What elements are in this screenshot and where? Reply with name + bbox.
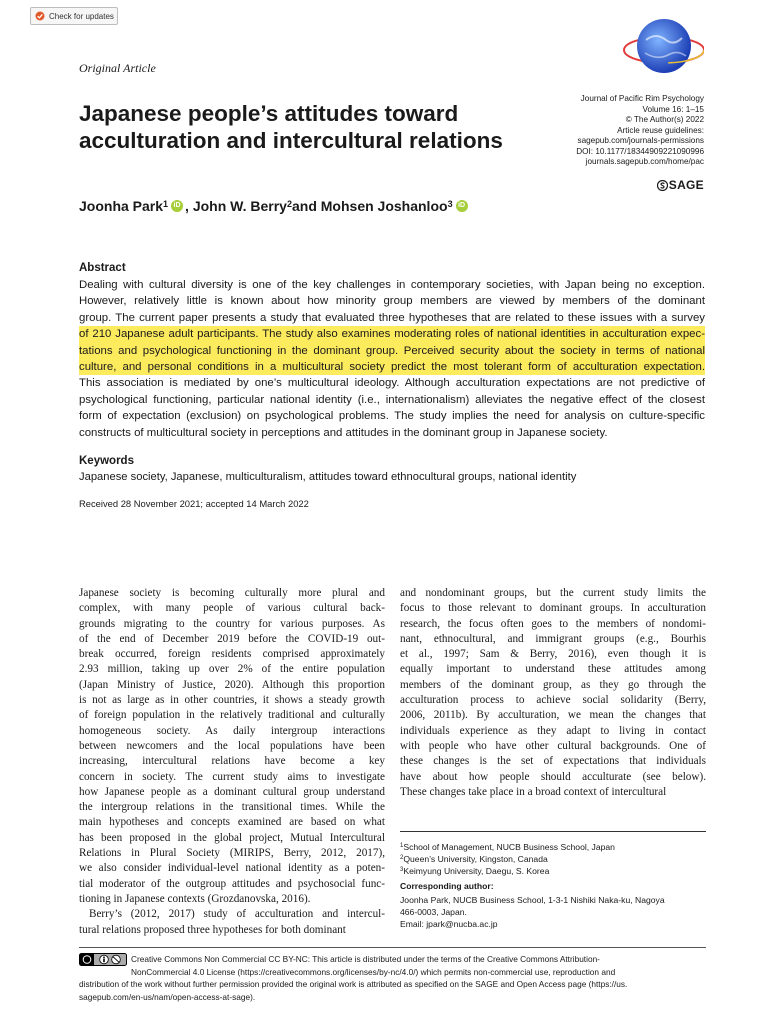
body-text-line: These changes take place in a broad context of intercultural <box>400 785 667 798</box>
abstract-line: Dealing with cultural diversity is one of the key challenges in contemporary societies, with Japan being no exception. <box>79 279 705 291</box>
body-text-line: acculturation process to achieve social solidarity (Berry, <box>400 694 706 707</box>
abstract-line-highlighted: culture, and personal conditions in a multicultural society predict the most tolerant form of acculturation expectation. <box>79 359 705 375</box>
orcid-icon[interactable]: iD <box>171 200 183 212</box>
body-text-line: has been proposed in the global project, Mutual Intercultural <box>79 831 385 844</box>
author-affiliation-marker: 3 <box>447 199 453 209</box>
corresponding-address-line: Joonha Park, NUCB Business School, 1-3-1 Nishiki Naka-ku, Nagoya <box>400 895 665 905</box>
check-updates-icon <box>35 11 45 21</box>
body-text-line: we also consider individual-level national identity as a poten- <box>79 862 385 875</box>
body-text-line: how Japanese people as a dominant cultural group understand <box>79 785 385 798</box>
affiliation-item: $^1$School of Management, NUCB Business School, Japan <box>400 842 615 852</box>
body-text-line: individuals experience as they adapt to living in contact <box>400 724 706 737</box>
body-text-line: and nondominant groups, but the current study limits the <box>400 587 706 599</box>
author-affiliation-marker: 1 <box>163 199 169 209</box>
affiliation-item: $^3$Keimyung University, Daegu, S. Korea <box>400 866 550 877</box>
body-text-line: complex, with many people of various cultural back- <box>79 602 385 615</box>
footnote-divider <box>400 831 706 832</box>
body-text-line: Relations in Plural Society (MIRIPS, Berry, 2012, 2017), <box>79 847 385 860</box>
permissions-link[interactable]: sagepub.com/journals-permissions <box>577 136 704 145</box>
journal-name: Journal of Pacific Rim Psychology <box>580 94 704 103</box>
abstract-line: group. The current paper presents a study that evaluated three hypotheses that are related to these issues with a survey <box>79 311 705 324</box>
body-text-line: the intergroup relations in the transitional times. While the <box>79 801 385 814</box>
affiliation-item: $^2$Queen’s University, Kingston, Canada <box>400 854 548 865</box>
body-text-line: tural relations proposed three hypotheses for both dominant <box>79 923 346 936</box>
keywords-text: Japanese society, Japanese, multiculturalism, attitudes toward ethnocultural groups, national identity <box>79 471 577 483</box>
sage-icon <box>657 180 668 191</box>
reuse-guidelines-label: Article reuse guidelines: <box>617 125 704 135</box>
check-for-updates-button[interactable] <box>30 7 118 25</box>
abstract-line: However, relatively little is known about how minority group members are viewed by members of the dominant <box>79 295 705 308</box>
body-text-line: between newcomers and the local populations have been <box>79 739 385 752</box>
body-text-line: research, the focus often goes to the members of nondomi- <box>400 617 706 630</box>
license-notice <box>79 953 706 1003</box>
author-separator: , <box>185 198 189 214</box>
abstract-heading: Abstract <box>79 262 126 274</box>
body-text-line: nant, ethnocultural, and immigrant groups (e.g., Bourhis <box>400 632 706 645</box>
abstract-text <box>79 277 705 441</box>
body-text-line: Berry’s (2012, 2017) study of acculturation and intercul- <box>89 908 385 921</box>
cc-by-nc-badge-icon[interactable] <box>79 953 127 966</box>
title-line: Japanese people’s attitudes toward <box>79 101 459 126</box>
corresponding-author-details <box>400 894 706 931</box>
body-text-line: tioning in Japanese contexts (Grozdanovska, 2016). <box>79 892 311 905</box>
body-text-line: these changes is the set of expectations that individuals <box>400 755 706 768</box>
journal-home-link[interactable]: journals.sagepub.com/home/pac <box>585 157 704 166</box>
received-accepted-dates: Received 28 November 2021; accepted 14 March 2022 <box>79 498 309 509</box>
body-text-line: of the end of December 2019 before the COVID-19 out- <box>79 632 385 645</box>
author-name[interactable]: John W. Berry <box>192 198 287 214</box>
body-text-line: equally important to understand these attitudes among <box>400 663 706 676</box>
body-text-line: 2.93 million, taking up over 2% of the entire population <box>79 663 385 676</box>
body-column-right <box>400 586 706 800</box>
author-list <box>79 198 470 214</box>
license-line: distribution of the work without further permission provided the original work is attributed as specified on the SAGE and Open Access page (https://us. <box>79 979 628 990</box>
body-text-line: have about how people should acculturate (see below). <box>400 770 706 783</box>
body-text-line: increasing, intercultural relations have become a key <box>79 755 385 768</box>
journal-info <box>576 94 704 168</box>
corresponding-email[interactable]: Email: jpark@nucba.ac.jp <box>400 919 498 930</box>
abstract-line-highlighted: of 210 Japanese adult participants. The study also examines moderating roles of national identities in acculturation expec- <box>79 326 705 342</box>
body-text-line: main hypotheses and concepts examined are based on what <box>79 816 385 829</box>
body-text-line: Japanese society is becoming culturally more plural and <box>79 587 385 599</box>
sage-logo <box>657 178 704 192</box>
orcid-icon[interactable]: iD <box>456 200 468 212</box>
author-separator: and <box>291 198 317 214</box>
body-text-line: members of the dominant group, as they go through the <box>400 678 706 691</box>
abstract-line-highlighted: tations and psychological functioning in the dominant group. Perceived security about the society in terms of national <box>79 343 705 359</box>
body-text-line: concern in society. The current study aims to investigate <box>79 770 385 783</box>
author-name[interactable]: Mohsen Joshanloo <box>320 198 448 214</box>
journal-logo <box>618 6 704 84</box>
corresponding-author-heading: Corresponding author: <box>400 881 494 891</box>
license-divider <box>79 947 706 948</box>
doi[interactable]: DOI: 10.1177/18344909221090996 <box>576 146 704 156</box>
abstract-line: constructs of multicultural society in perceptions and attitudes in the dominant group in Japanese society. <box>79 426 608 439</box>
article-type: Original Article <box>79 61 156 75</box>
body-text-line: et al., 1997; Sam & Berry, 2016), even though it is <box>400 648 706 661</box>
affiliations <box>400 841 615 878</box>
abstract-line: This association is mediated by one’s multicultural ideology. Although acculturation expectations are not predictive of <box>79 377 705 390</box>
body-text-line: with people who have other cultural backgrounds. One of <box>400 739 706 752</box>
body-text-line: homogeneous society. As daily intergroup interactions <box>79 724 385 737</box>
license-line: Creative Commons Non Commercial CC BY-NC: This article is distributed under the terms of the Creative Commons Attribution- <box>131 954 600 964</box>
body-text-line: (Japan Ministry of Justice, 2020). Although this proportion <box>79 678 385 691</box>
journal-volume: Volume 16: 1–15 <box>642 104 704 114</box>
license-line: sagepub.com/en-us/nam/open-access-at-sage). <box>79 991 256 1002</box>
journal-copyright: © The Author(s) 2022 <box>625 115 704 124</box>
title-line: acculturation and intercultural relations <box>79 128 503 153</box>
sage-text: SAGE <box>668 178 704 192</box>
keywords-heading: Keywords <box>79 455 134 467</box>
abstract-line: form of expectation (exclusion) on psychological problems. The study implies the need for analysis on culture-specific <box>79 410 705 423</box>
check-updates-label: Check for updates <box>49 11 114 21</box>
license-line: NonCommercial 4.0 License (https://creativecommons.org/licenses/by-nc/4.0/) which permits non-commercial use, reproduction and <box>131 967 616 977</box>
body-text-line: 2006, 2011b). By acculturation, we mean the changes that <box>400 709 706 722</box>
body-text-line: is not as large as in other countries, it shows a steady growth <box>79 694 385 707</box>
body-column-left <box>79 586 385 938</box>
abstract-line: psychological functioning, particular national identity (i.e., internationalism) alleviates the negative effect of the closest <box>79 393 705 406</box>
author-affiliation-marker: 2 <box>286 199 292 209</box>
body-text-line: break occurred, foreign residents comprised approximately <box>79 648 385 661</box>
article-title <box>79 100 539 154</box>
author-name[interactable]: Joonha Park <box>79 198 164 214</box>
body-text-line: focus to those relevant to dominant groups. In acculturation <box>400 602 706 615</box>
body-text-line: tial moderator of the outgroup attitudes and psychosocial func- <box>79 877 385 890</box>
body-text-line: of foreign population in the relatively traditional and culturally <box>79 709 385 722</box>
corresponding-address-line: 466-0003, Japan. <box>400 907 467 918</box>
body-text-line: grounds migrating to the country for various purposes. As <box>79 617 385 630</box>
